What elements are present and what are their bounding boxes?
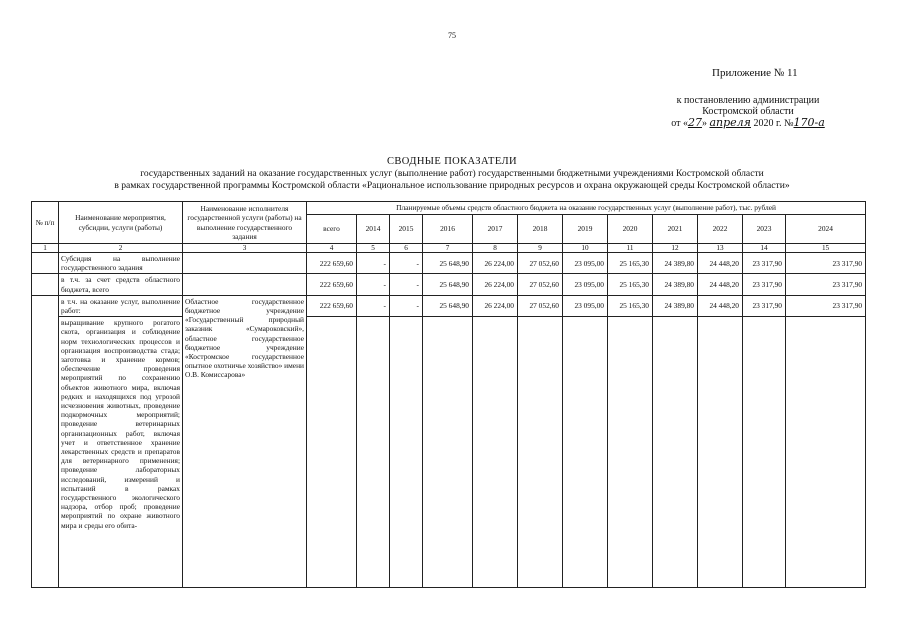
header-year: 2016	[423, 215, 473, 244]
decree-number: 170-а	[793, 116, 825, 129]
column-number: 12	[653, 244, 698, 253]
value-2020: 25 165,30	[608, 274, 653, 295]
column-numbers-row	[32, 244, 866, 253]
header-name: Наименование мероприятия, субсидии, услуги (работы)	[59, 202, 183, 244]
value-2015: -	[390, 253, 423, 274]
value-2022: 24 448,20	[698, 253, 743, 274]
row-number	[32, 253, 59, 274]
value-2023: 23 317,90	[743, 253, 786, 274]
document-title: СВОДНЫЕ ПОКАЗАТЕЛИ	[386, 156, 517, 167]
value-2021	[653, 317, 698, 588]
row-number	[32, 274, 59, 295]
value-2016	[423, 317, 473, 588]
decree-line-1: к постановлению администрации	[676, 95, 820, 106]
decree-month: апреля	[709, 116, 751, 129]
column-number: 7	[423, 244, 473, 253]
value-2017	[473, 317, 518, 588]
header-total: всего	[307, 215, 357, 244]
row-executor	[183, 253, 307, 274]
row-name: выращивание крупного рогатого скота, организация и соблюдение норм технологических процессов и организация воспроизводства стада; заготовка и хранение кормов; обеспечение проведения мероприятий по сохранению объектов животного мира, включая редких и находящихся под угрозой исчезновения животных, проведение подкормочных мероприятий; проведение ветеринарных организационных работ, включая учет и ответственное хранение лекарственных средств и препаратов для ветеринарного применения; проведение лабораторных исследований, измерений и испытаний в рамках государственного экологического надзора, отбор проб; проведение мероприятий по охране животного мира и среды его обита-	[59, 317, 183, 588]
header-year: 2022	[698, 215, 743, 244]
value-2020	[608, 317, 653, 588]
column-number: 11	[608, 244, 653, 253]
column-number: 9	[518, 244, 563, 253]
header-year: 2019	[563, 215, 608, 244]
value-2024: 23 317,90	[786, 274, 866, 295]
value-2014: -	[357, 295, 390, 316]
column-number: 10	[563, 244, 608, 253]
column-number: 5	[357, 244, 390, 253]
column-number: 8	[473, 244, 518, 253]
value-total	[307, 317, 357, 588]
decree-date-line	[648, 117, 848, 129]
value-2016: 25 648,90	[423, 253, 473, 274]
column-number: 2	[59, 244, 183, 253]
value-total: 222 659,60	[307, 274, 357, 295]
decree-reference	[648, 95, 848, 129]
header-year: 2023	[743, 215, 786, 244]
row-number	[32, 295, 59, 587]
document-subtitle-2: в рамках государственной программы Костромской области «Рациональное использование природных ресурсов и охрана окружающей среды Костромской области»	[114, 180, 790, 191]
value-2023	[743, 317, 786, 588]
decree-mid: »	[701, 118, 710, 129]
header-number: № п/п	[32, 202, 59, 244]
value-2023: 23 317,90	[743, 295, 786, 316]
value-2015: -	[390, 295, 423, 316]
header-year: 2018	[518, 215, 563, 244]
value-2018: 27 052,60	[518, 295, 563, 316]
column-number: 1	[32, 244, 59, 253]
value-2014	[357, 317, 390, 588]
column-number: 13	[698, 244, 743, 253]
row-name: в т.ч. за счет средств областного бюджета, всего	[59, 274, 183, 295]
value-2016: 25 648,90	[423, 295, 473, 316]
value-2017: 26 224,00	[473, 253, 518, 274]
value-2015	[390, 317, 423, 588]
decree-line-2: Костромской области	[702, 106, 794, 117]
value-2018	[518, 317, 563, 588]
header-year: 2014	[357, 215, 390, 244]
value-2014: -	[357, 253, 390, 274]
row-name: Субсидия на выполнение государственного задания	[59, 253, 183, 274]
value-2023: 23 317,90	[743, 274, 786, 295]
table-row	[32, 274, 866, 295]
table-row	[32, 253, 866, 274]
column-number: 4	[307, 244, 357, 253]
value-2022: 24 448,20	[698, 274, 743, 295]
header-executor: Наименование исполнителя государственной услуги (работы) на выполнение государственного задания	[183, 202, 307, 244]
value-2024: 23 317,90	[786, 253, 866, 274]
page-number: 75	[448, 31, 456, 40]
value-2019: 23 095,00	[563, 253, 608, 274]
document-subtitle-1: государственных заданий на оказание государственных услуг (выполнение работ) государственными бюджетными учреждениями Костромской области	[140, 168, 764, 179]
value-2024: 23 317,90	[786, 295, 866, 316]
value-2017: 26 224,00	[473, 295, 518, 316]
row-name: в т.ч. на оказание услуг, выполнение работ:	[59, 295, 183, 316]
header-year: 2017	[473, 215, 518, 244]
value-2018: 27 052,60	[518, 253, 563, 274]
table-row	[32, 317, 866, 588]
value-2020: 25 165,30	[608, 253, 653, 274]
column-number: 15	[786, 244, 866, 253]
header-year: 2024	[786, 215, 866, 244]
value-2019	[563, 317, 608, 588]
row-executor: Областное государственное бюджетное учреждение «Государственный природный заказник «Сумароковский», областное государственное бюджетное учреждение «Костромское государственное опытное охотничье хозяйство» имени О.В. Комиссарова»	[183, 295, 307, 587]
value-2016: 25 648,90	[423, 274, 473, 295]
header-planned-volumes: Планируемые объемы средств областного бюджета на оказание государственных услуг (выполнение работ), тыс. рублей	[307, 202, 866, 215]
value-2014: -	[357, 274, 390, 295]
value-2022	[698, 317, 743, 588]
value-2021: 24 389,80	[653, 295, 698, 316]
header-year: 2021	[653, 215, 698, 244]
value-2019: 23 095,00	[563, 295, 608, 316]
value-2024	[786, 317, 866, 588]
value-2021: 24 389,80	[653, 274, 698, 295]
header-year: 2020	[608, 215, 653, 244]
table-row	[32, 295, 866, 316]
decree-prefix: от «	[671, 118, 688, 129]
column-number: 3	[183, 244, 307, 253]
value-total: 222 659,60	[307, 253, 357, 274]
value-2017: 26 224,00	[473, 274, 518, 295]
decree-year: 2020 г. №	[750, 118, 794, 129]
value-total: 222 659,60	[307, 295, 357, 316]
document-title-block	[20, 156, 884, 192]
value-2015: -	[390, 274, 423, 295]
value-2020: 25 165,30	[608, 295, 653, 316]
value-2022: 24 448,20	[698, 295, 743, 316]
header-year: 2015	[390, 215, 423, 244]
value-2021: 24 389,80	[653, 253, 698, 274]
indicators-table	[31, 201, 866, 588]
value-2019: 23 095,00	[563, 274, 608, 295]
value-2018: 27 052,60	[518, 274, 563, 295]
column-number: 6	[390, 244, 423, 253]
row-executor	[183, 274, 307, 295]
appendix-label: Приложение № 11	[712, 67, 798, 79]
decree-day: 27	[687, 116, 702, 129]
column-number: 14	[743, 244, 786, 253]
